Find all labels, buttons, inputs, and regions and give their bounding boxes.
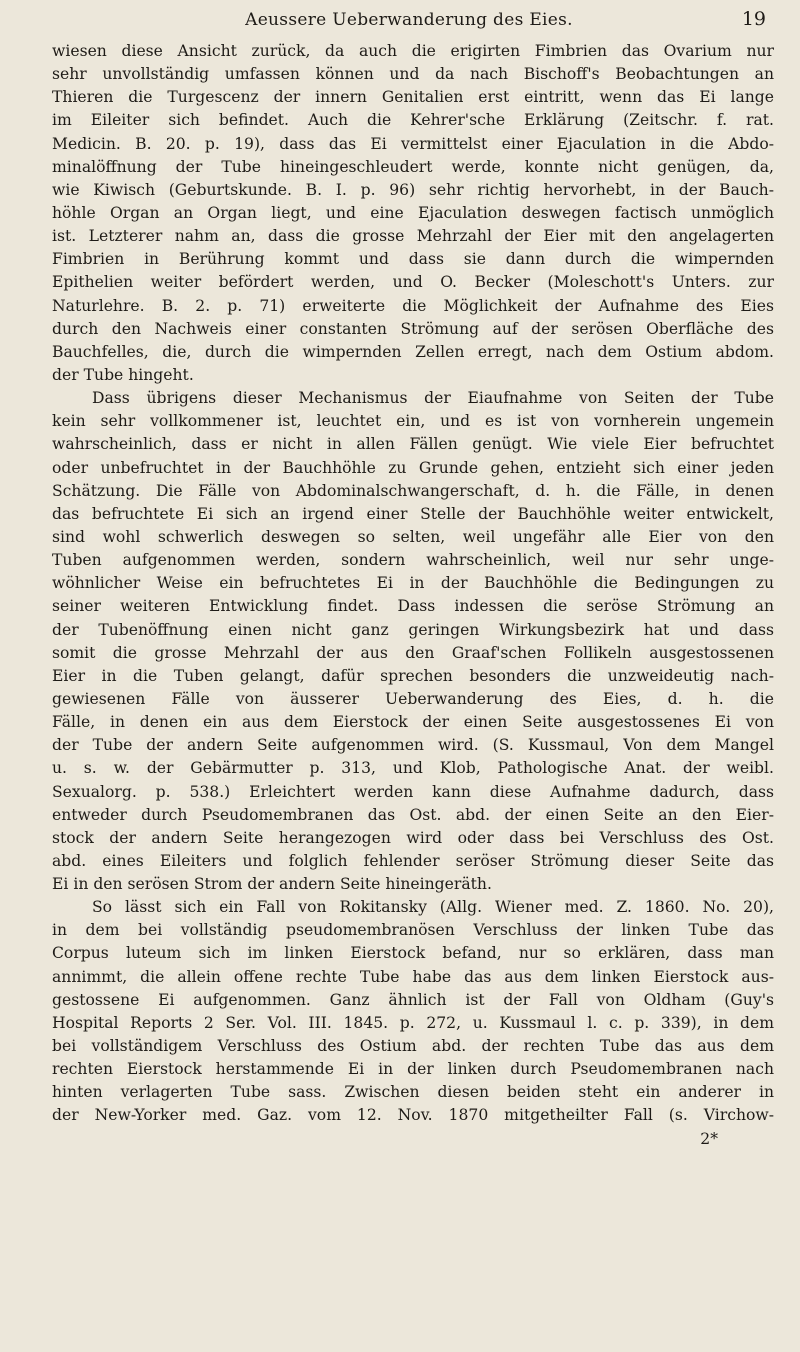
- text-line: in dem bei vollständig pseudomembranösen Verschluss der linken Tube das: [52, 921, 774, 940]
- text-line: annimmt, die allein offene rechte Tube habe das aus dem linken Eierstock aus-: [52, 967, 774, 986]
- text-line: hinten verlagerten Tube sass. Zwischen diesen beiden steht ein anderer in: [52, 1083, 774, 1102]
- text-line: gewiesenen Fälle von äusserer Ueberwanderung des Eies, d. h. die: [52, 689, 774, 708]
- text-line: höhle Organ an Organ liegt, und eine Ejaculation deswegen factisch unmöglich: [52, 203, 774, 222]
- text-line: das befruchtete Ei sich an irgend einer Stelle der Bauchhöhle weiter entwickelt,: [52, 504, 774, 523]
- text-line: der Tube hingeht.: [52, 365, 194, 384]
- text-line: Ei in den serösen Strom der andern Seite hineingeräth.: [52, 875, 492, 894]
- text-line: somit die grosse Mehrzahl der aus den Graaf'schen Follikeln ausgestossenen: [52, 643, 774, 662]
- text-line: Naturlehre. B. 2. p. 71) erweiterte die Möglichkeit der Aufnahme des Eies: [52, 296, 774, 315]
- text-line: sind wohl schwerlich deswegen so selten, weil ungefähr alle Eier von den: [52, 527, 774, 546]
- body-text: [52, 40, 774, 1151]
- text-line: Schätzung. Die Fälle von Abdominalschwangerschaft, d. h. die Fälle, in denen: [52, 481, 774, 500]
- text-line: Dass übrigens dieser Mechanismus der Eiaufnahme von Seiten der Tube: [92, 389, 774, 408]
- text-line: stock der andern Seite herangezogen wird oder dass bei Verschluss des Ost.: [52, 828, 774, 847]
- text-line: bei vollständigem Verschluss des Ostium abd. der rechten Tube das aus dem: [52, 1037, 774, 1056]
- text-line: oder unbefruchtet in der Bauchhöhle zu Grunde gehen, entzieht sich einer jeden: [52, 458, 774, 477]
- text-line: wahrscheinlich, dass er nicht in allen Fällen genügt. Wie viele Eier befruchtet: [52, 435, 774, 454]
- text-line: Fimbrien in Berührung kommt und dass sie dann durch die wimpernden: [52, 250, 774, 269]
- signature-mark: 2*: [700, 1129, 718, 1148]
- text-line: Eier in die Tuben gelangt, dafür sprechen besonders die unzweideutig nach-: [52, 666, 774, 685]
- text-line: wie Kiwisch (Geburtskunde. B. I. p. 96) sehr richtig hervorhebt, in der Bauch-: [52, 180, 774, 199]
- text-line: seiner weiteren Entwicklung findet. Dass indessen die seröse Strömung an: [52, 597, 774, 616]
- text-line: Thieren die Turgescenz der innern Genitalien erst eintritt, wenn das Ei lange: [52, 88, 774, 107]
- text-line: gestossene Ei aufgenommen. Ganz ähnlich ist der Fall von Oldham (Guy's: [52, 990, 774, 1009]
- text-line: im Eileiter sich befindet. Auch die Kehrer'sche Erklärung (Zeitschr. f. rat.: [52, 111, 774, 130]
- text-line: Bauchfelles, die, durch die wimpernden Zellen erregt, nach dem Ostium abdom.: [52, 342, 774, 361]
- text-line: sehr unvollständig umfassen können und da nach Bischoff's Beobachtungen an: [52, 65, 774, 84]
- text-line: Epithelien weiter befördert werden, und O. Becker (Moleschott's Unters. zur: [52, 273, 774, 292]
- text-line: Corpus luteum sich im linken Eierstock befand, nur so erklären, dass man: [52, 944, 774, 963]
- text-line: Tuben aufgenommen werden, sondern wahrscheinlich, weil nur sehr unge-: [52, 551, 774, 570]
- text-line: ist. Letzterer nahm an, dass die grosse Mehrzahl der Eier mit den angelagerten: [52, 227, 774, 246]
- text-line: rechten Eierstock herstammende Ei in der linken durch Pseudomembranen nach: [52, 1060, 774, 1079]
- page-number: 19: [741, 8, 766, 30]
- running-title: Aeussere Ueberwanderung des Eies.: [245, 10, 573, 30]
- text-line: der New-Yorker med. Gaz. vom 12. Nov. 1870 mitgetheilter Fall (s. Virchow-: [52, 1106, 774, 1125]
- text-line: wöhnlicher Weise ein befruchtetes Ei in der Bauchhöhle die Bedingungen zu: [52, 574, 774, 593]
- text-line: der Tubenöffnung einen nicht ganz geringen Wirkungsbezirk hat und dass: [52, 620, 774, 639]
- text-line: Medicin. B. 20. p. 19), dass das Ei vermittelst einer Ejaculation in die Abdo-: [52, 134, 774, 153]
- text-line: Sexualorg. p. 538.) Erleichtert werden kann diese Aufnahme dadurch, dass: [52, 782, 774, 801]
- text-line: Fälle, in denen ein aus dem Eierstock der einen Seite ausgestossenes Ei von: [52, 713, 774, 732]
- text-line: der Tube der andern Seite aufgenommen wird. (S. Kussmaul, Von dem Mangel: [52, 736, 774, 755]
- text-line: So lässt sich ein Fall von Rokitansky (Allg. Wiener med. Z. 1860. No. 20),: [92, 898, 774, 917]
- text-line: durch den Nachweis einer constanten Strömung auf der serösen Oberfläche des: [52, 319, 774, 338]
- text-line: Hospital Reports 2 Ser. Vol. III. 1845. p. 272, u. Kussmaul l. c. p. 339), in dem: [52, 1013, 774, 1032]
- text-line: entweder durch Pseudomembranen das Ost. abd. der einen Seite an den Eier-: [52, 805, 774, 824]
- text-line: u. s. w. der Gebärmutter p. 313, und Klob, Pathologische Anat. der weibl.: [52, 759, 774, 778]
- text-line: minalöffnung der Tube hineingeschleudert werde, konnte nicht genügen, da,: [52, 157, 774, 176]
- text-line: wiesen diese Ansicht zurück, da auch die erigirten Fimbrien das Ovarium nur: [52, 42, 774, 60]
- running-header: [52, 6, 766, 36]
- text-line: kein sehr vollkommener ist, leuchtet ein, und es ist von vornherein ungemein: [52, 412, 774, 431]
- text-line: abd. eines Eileiters und folglich fehlender seröser Strömung dieser Seite das: [52, 851, 774, 870]
